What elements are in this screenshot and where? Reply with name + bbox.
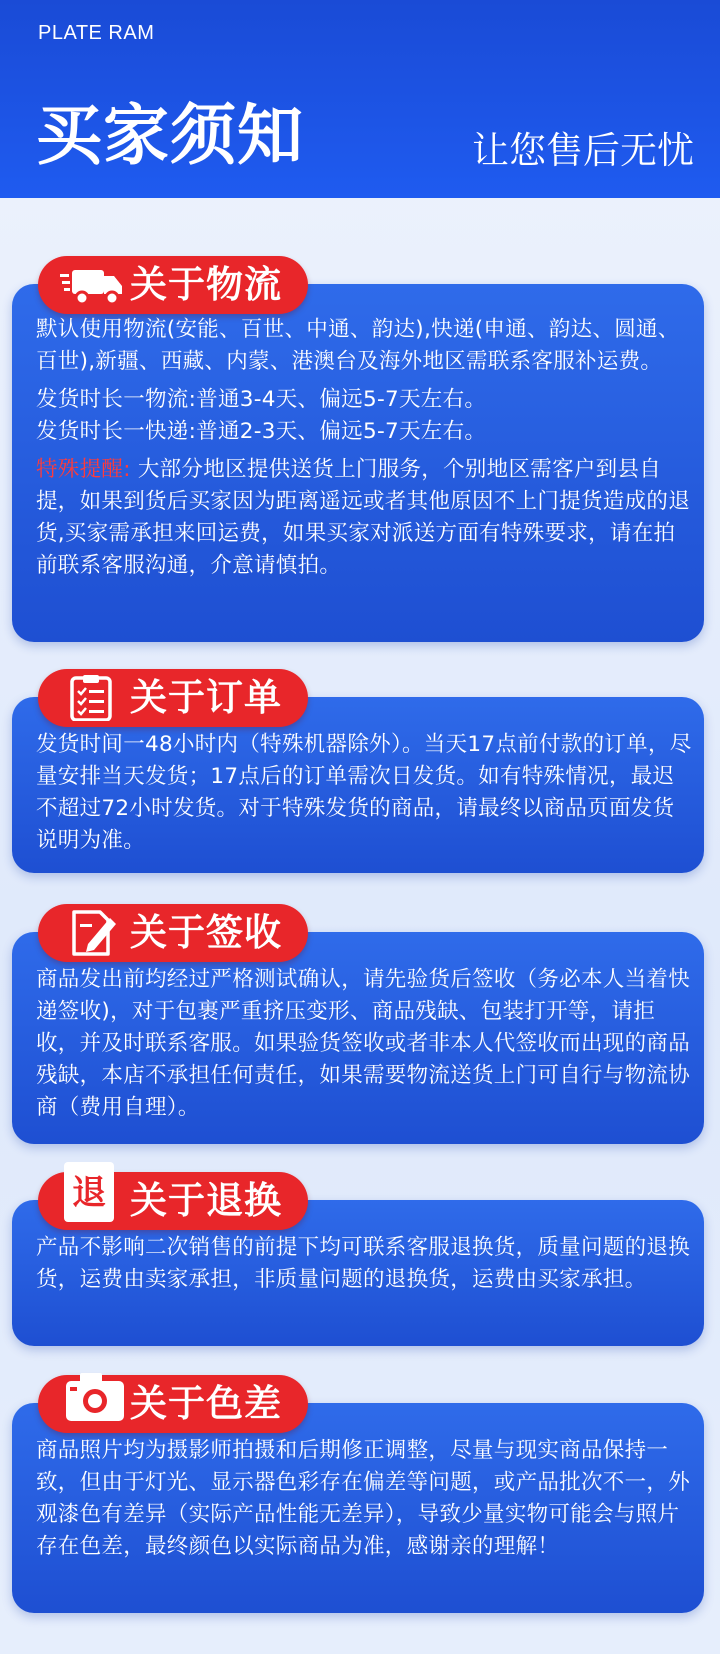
truck-icon [58, 262, 126, 308]
logistics-duration: 发货时长一物流:普通3-4天、偏远5-7天左右。 发货时长一快递:普通2-3天、偏远5-7天左右。 [36, 387, 487, 444]
notice-label: 特殊提醒: [36, 457, 131, 482]
color-paragraph: 商品照片均为摄影师拍摄和后期修正调整，尽量与现实商品保持一致，但由于灯光、显示器色彩存在偏差等问题，或产品批次不一，外观漆色有差异（实际产品性能无差异），导致少量实物可能会与照片存在色差，最终颜色以实际商品为准，感谢亲的理解！ [36, 1438, 691, 1559]
color-text [36, 1435, 692, 1563]
logistics-notice [36, 454, 692, 582]
return-icon [64, 1162, 114, 1222]
sign-paragraph: 商品发出前均经过严格测试确认，请先验货后签收（务必本人当着快递签收)，对于包裹严重挤压变形、商品残缺、包装打开等，请拒收，并及时联系客服。如果验货签收或者非本人代签收而出现的商品残缺，本店不承担任何责任，如果需要物流送货上门可自行与物流协商（费用自理）。 [36, 967, 691, 1120]
logistics-text [36, 314, 692, 582]
camera-icon [58, 1367, 126, 1421]
logistics-paragraph: 默认使用物流(安能、百世、中通、韵达),快递(申通、韵达、圆通、百世),新疆、西藏、内蒙、港澳台及海外地区需联系客服补运费。 [36, 317, 680, 374]
return-icon-char: 退 [72, 1173, 106, 1213]
page-slogan: 让您售后无忧 [472, 129, 694, 172]
section-pill-sign [38, 904, 308, 962]
page-title: 买家须知 [36, 97, 304, 174]
section-pill-color [38, 1375, 308, 1433]
sign-text [36, 964, 692, 1124]
section-pill-return [38, 1172, 308, 1230]
section-title-sign: 关于签收 [130, 911, 282, 954]
section-pill-logistics [38, 256, 308, 314]
sign-card [12, 932, 704, 1144]
section-title-color: 关于色差 [130, 1382, 282, 1425]
header-banner [0, 0, 720, 198]
order-text [36, 729, 692, 857]
section-title-return: 关于退换 [130, 1179, 282, 1222]
section-title-order: 关于订单 [130, 676, 282, 719]
sign-document-icon [58, 910, 126, 956]
section-title-logistics: 关于物流 [130, 263, 282, 306]
color-card [12, 1403, 704, 1613]
order-paragraph: 发货时间一48小时内（特殊机器除外）。当天17点前付款的订单，尽量安排当天发货；17点后的订单需次日发货。如有特殊情况，最迟不超过72小时发货。对于特殊发货的商品，请最终以商品页面发货说明为准。 [36, 732, 692, 853]
return-paragraph: 产品不影响二次销售的前提下均可联系客服退换货，质量问题的退换货，运费由卖家承担，非质量问题的退换货，运费由买家承担。 [36, 1235, 691, 1292]
return-text [36, 1232, 692, 1296]
section-pill-order [38, 669, 308, 727]
notice-text: 大部分地区提供送货上门服务，个别地区需客户到县自提，如果到货后买家因为距离遥远或者其他原因不上门提货造成的退货,买家需承担来回运费，如果买家对派送方面有特殊要求，请在拍前联系客服沟通，介意请慎拍。 [36, 457, 691, 578]
brand-name: PLATE RAM [38, 22, 155, 44]
logistics-card [12, 284, 704, 642]
clipboard-icon [58, 675, 126, 721]
